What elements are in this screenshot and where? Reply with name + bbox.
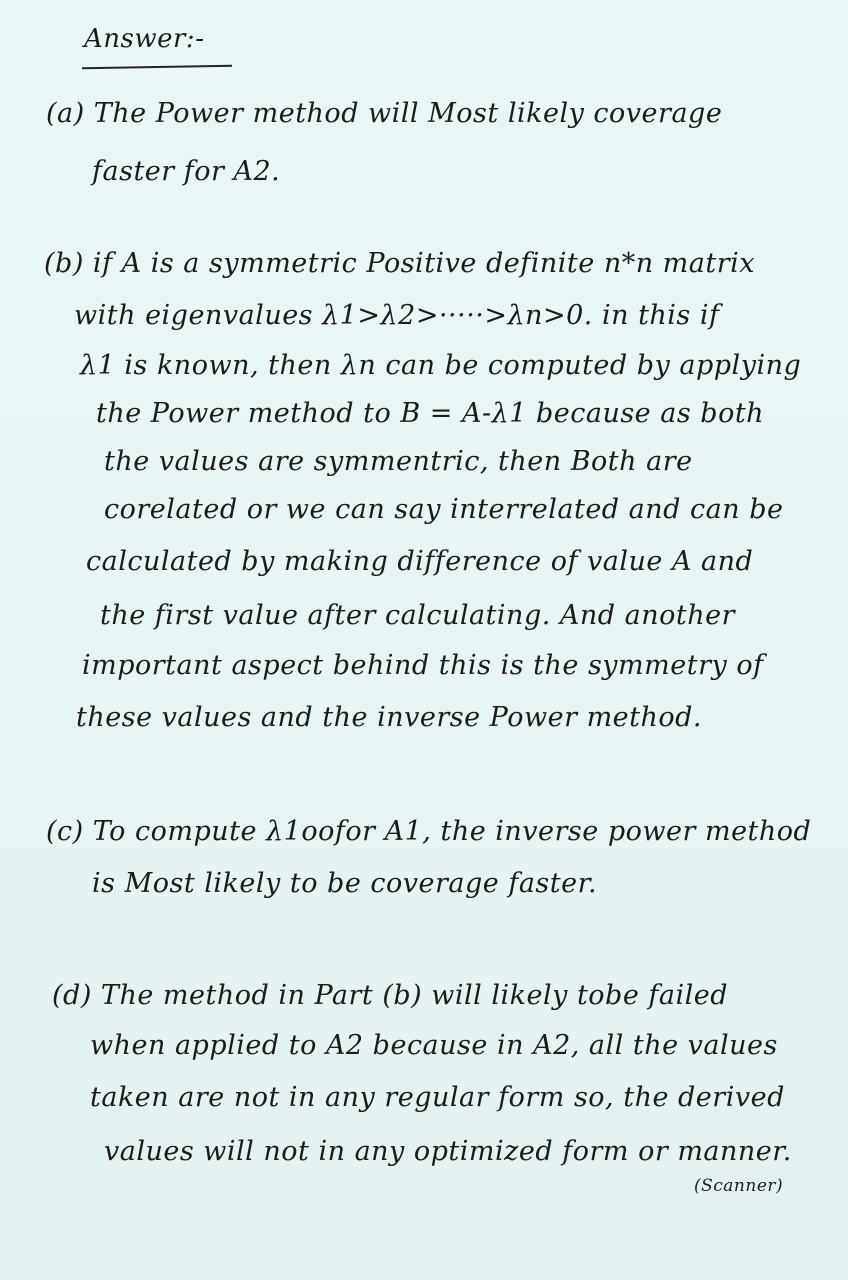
section-b-line-1: (b) if A is a symmetric Positive definite n*n matrix	[44, 248, 755, 279]
section-b-line-3: λ1 is known, then λn can be computed by applying	[80, 350, 802, 381]
section-b-line-4: the Power method to B = A-λ1 because as both	[96, 398, 765, 429]
heading-underline	[82, 65, 232, 70]
section-d-line-1: (d) The method in Part (b) will likely tobe failed	[52, 980, 729, 1011]
section-a-line-2: faster for A2.	[92, 156, 281, 187]
section-d-line-2: when applied to A2 because in A2, all the values	[90, 1030, 778, 1061]
section-b-line-7: calculated by making difference of value A and	[86, 546, 754, 577]
scanner-signature: (Scanner)	[694, 1176, 784, 1196]
section-b-line-10: these values and the inverse Power method.	[76, 702, 703, 733]
section-c-line-1: (c) To compute λ1oofor A1, the inverse power method	[46, 816, 812, 847]
section-d-line-4: values will not in any optimized form or manner.	[104, 1136, 792, 1167]
section-b-line-2: with eigenvalues λ1>λ2>·····>λn>0. in this if	[74, 300, 720, 331]
answer-heading: Answer:-	[84, 24, 205, 54]
section-a-line-1: (a) The Power method will Most likely coverage	[46, 98, 723, 129]
section-b-line-9: important aspect behind this is the symmetry of	[82, 650, 764, 681]
section-c-line-2: is Most likely to be coverage faster.	[92, 868, 598, 899]
section-b-line-5: the values are symmentric, then Both are	[104, 446, 693, 477]
section-d-line-3: taken are not in any regular form so, the derived	[90, 1082, 785, 1113]
section-b-line-6: corelated or we can say interrelated and can be	[104, 494, 784, 525]
section-b-line-8: the first value after calculating. And another	[100, 600, 736, 631]
